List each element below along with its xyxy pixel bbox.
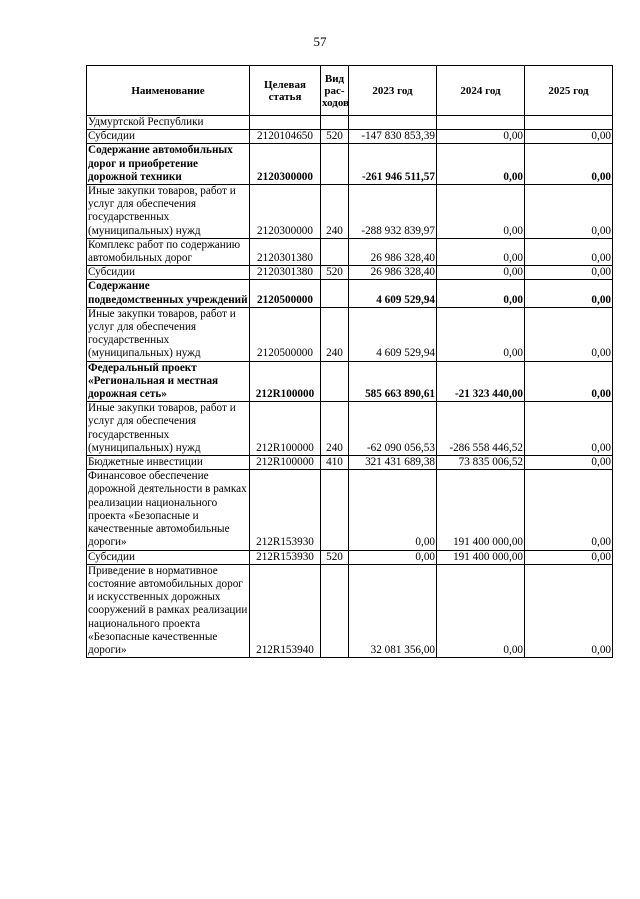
cell-code: 212R100000 xyxy=(250,361,321,402)
page-number: 57 xyxy=(313,34,327,49)
cell-name: Приведение в нормативное состояние автомобильных дорог и искусственных дорожных сооружений в рамках реализации национального проекта «Безопасные качественные дороги» xyxy=(87,564,250,657)
table-row xyxy=(87,456,613,470)
cell-name: Иные закупки товаров, работ и услуг для обеспечения государственных (муниципальных) нужд xyxy=(87,185,250,239)
cell-kind: 520 xyxy=(321,550,349,564)
header-kind: Вид рас-ходов xyxy=(321,66,349,116)
cell-name: Содержание подведомственных учреждений xyxy=(88,280,248,306)
cell-y2025: 0,00 xyxy=(525,266,613,280)
table-row xyxy=(87,266,613,280)
cell-name: Субсидии xyxy=(87,550,250,564)
cell-name: Иные закупки товаров, работ и услуг для обеспечения государственных (муниципальных) нужд xyxy=(87,307,250,361)
header-2024: 2024 год xyxy=(437,66,525,116)
cell-y2024: -286 558 446,52 xyxy=(437,402,525,456)
cell-kind xyxy=(321,238,349,265)
cell-y2023: 321 431 689,38 xyxy=(349,456,437,470)
cell-y2024: 0,00 xyxy=(437,280,525,307)
cell-y2023: 32 081 356,00 xyxy=(349,564,437,657)
cell-name: Содержание автомобильных дорог и приобретение дорожной техники xyxy=(87,144,250,185)
cell-code: 2120104650 xyxy=(250,130,321,144)
cell-y2023: 585 663 890,61 xyxy=(349,361,437,402)
cell-code: 2120301380 xyxy=(250,266,321,280)
cell-y2023: -261 946 511,57 xyxy=(349,144,437,185)
cell-code: 212R153930 xyxy=(250,470,321,550)
cell-y2025: 0,00 xyxy=(525,402,613,456)
cell-code: 2120300000 xyxy=(250,185,321,239)
table-body xyxy=(87,116,613,658)
cell-y2025: 0,00 xyxy=(525,564,613,657)
cell-y2023: 26 986 328,40 xyxy=(349,238,437,265)
table-header-row xyxy=(87,66,613,116)
cell-kind xyxy=(321,470,349,550)
cell-code: 2120300000 xyxy=(250,144,321,185)
header-2023: 2023 год xyxy=(349,66,437,116)
cell-y2024: 0,00 xyxy=(437,266,525,280)
cell-y2025: 0,00 xyxy=(525,550,613,564)
cell-y2024: -21 323 440,00 xyxy=(437,361,525,402)
cell-code: 2120500000 xyxy=(250,307,321,361)
cell-y2025: 0,00 xyxy=(525,130,613,144)
table-row xyxy=(87,238,613,265)
cell-code xyxy=(250,116,321,130)
cell-code: 2120301380 xyxy=(250,238,321,265)
cell-y2023: 4 609 529,94 xyxy=(349,280,437,307)
cell-name: Субсидии xyxy=(87,130,250,144)
cell-y2025: 0,00 xyxy=(525,361,613,402)
cell-y2024: 0,00 xyxy=(437,130,525,144)
table-row xyxy=(87,280,613,307)
cell-y2023 xyxy=(349,116,437,130)
table-row xyxy=(87,361,613,402)
cell-code: 212R100000 xyxy=(250,402,321,456)
cell-y2023: -147 830 853,39 xyxy=(349,130,437,144)
cell-y2024 xyxy=(437,116,525,130)
cell-code: 212R100000 xyxy=(250,456,321,470)
cell-name: Иные закупки товаров, работ и услуг для обеспечения государственных (муниципальных) нужд xyxy=(87,402,250,456)
cell-y2025: 0,00 xyxy=(525,238,613,265)
cell-kind: 410 xyxy=(321,456,349,470)
cell-y2025: 0,00 xyxy=(525,456,613,470)
cell-kind: 520 xyxy=(321,266,349,280)
cell-y2024: 0,00 xyxy=(437,238,525,265)
cell-code: 2120500000 xyxy=(250,280,321,307)
header-name: Наименование xyxy=(87,66,250,116)
cell-y2025: 0,00 xyxy=(525,470,613,550)
cell-kind: 520 xyxy=(321,130,349,144)
table-row xyxy=(87,116,613,130)
cell-name: Субсидии xyxy=(87,266,250,280)
cell-kind: 240 xyxy=(321,185,349,239)
cell-y2024: 0,00 xyxy=(437,144,525,185)
cell-y2023: -288 932 839,97 xyxy=(349,185,437,239)
cell-y2023: 26 986 328,40 xyxy=(349,266,437,280)
cell-y2024: 191 400 000,00 xyxy=(437,550,525,564)
cell-y2023: 0,00 xyxy=(349,470,437,550)
cell-code: 212R153940 xyxy=(250,564,321,657)
table-row xyxy=(87,144,613,185)
cell-y2025: 0,00 xyxy=(525,280,613,307)
cell-kind: 240 xyxy=(321,307,349,361)
header-2025: 2025 год xyxy=(525,66,613,116)
table-row xyxy=(87,550,613,564)
cell-y2025 xyxy=(525,116,613,130)
cell-code: 212R153930 xyxy=(250,550,321,564)
cell-y2024: 0,00 xyxy=(437,185,525,239)
table-row xyxy=(87,470,613,550)
cell-y2024: 0,00 xyxy=(437,307,525,361)
cell-name: Бюджетные инвестиции xyxy=(87,456,250,470)
table-row xyxy=(87,402,613,456)
table-row xyxy=(87,307,613,361)
cell-y2023: 0,00 xyxy=(349,550,437,564)
header-code: Целевая статья xyxy=(250,66,321,116)
cell-name: Комплекс работ по содержанию автомобильных дорог xyxy=(87,238,250,265)
cell-y2025: 0,00 xyxy=(525,144,613,185)
cell-y2023: -62 090 056,53 xyxy=(349,402,437,456)
cell-y2025: 0,00 xyxy=(525,307,613,361)
table-row xyxy=(87,185,613,239)
cell-y2025: 0,00 xyxy=(525,185,613,239)
cell-y2024: 191 400 000,00 xyxy=(437,470,525,550)
cell-kind xyxy=(321,361,349,402)
cell-kind xyxy=(321,280,349,307)
cell-kind xyxy=(321,144,349,185)
cell-kind: 240 xyxy=(321,402,349,456)
cell-y2024: 73 835 006,52 xyxy=(437,456,525,470)
table-row xyxy=(87,564,613,657)
table-row xyxy=(87,130,613,144)
cell-kind xyxy=(321,116,349,130)
cell-y2023: 4 609 529,94 xyxy=(349,307,437,361)
budget-table xyxy=(86,65,613,658)
cell-name: Финансовое обеспечение дорожной деятельности в рамках реализации национального проекта «Безопасные и качественные автомобильные дороги» xyxy=(87,470,250,550)
cell-y2024: 0,00 xyxy=(437,564,525,657)
cell-name: Удмуртской Республики xyxy=(87,116,250,130)
cell-name: Федеральный проект «Региональная и местная дорожная сеть» xyxy=(87,361,250,402)
cell-kind xyxy=(321,564,349,657)
